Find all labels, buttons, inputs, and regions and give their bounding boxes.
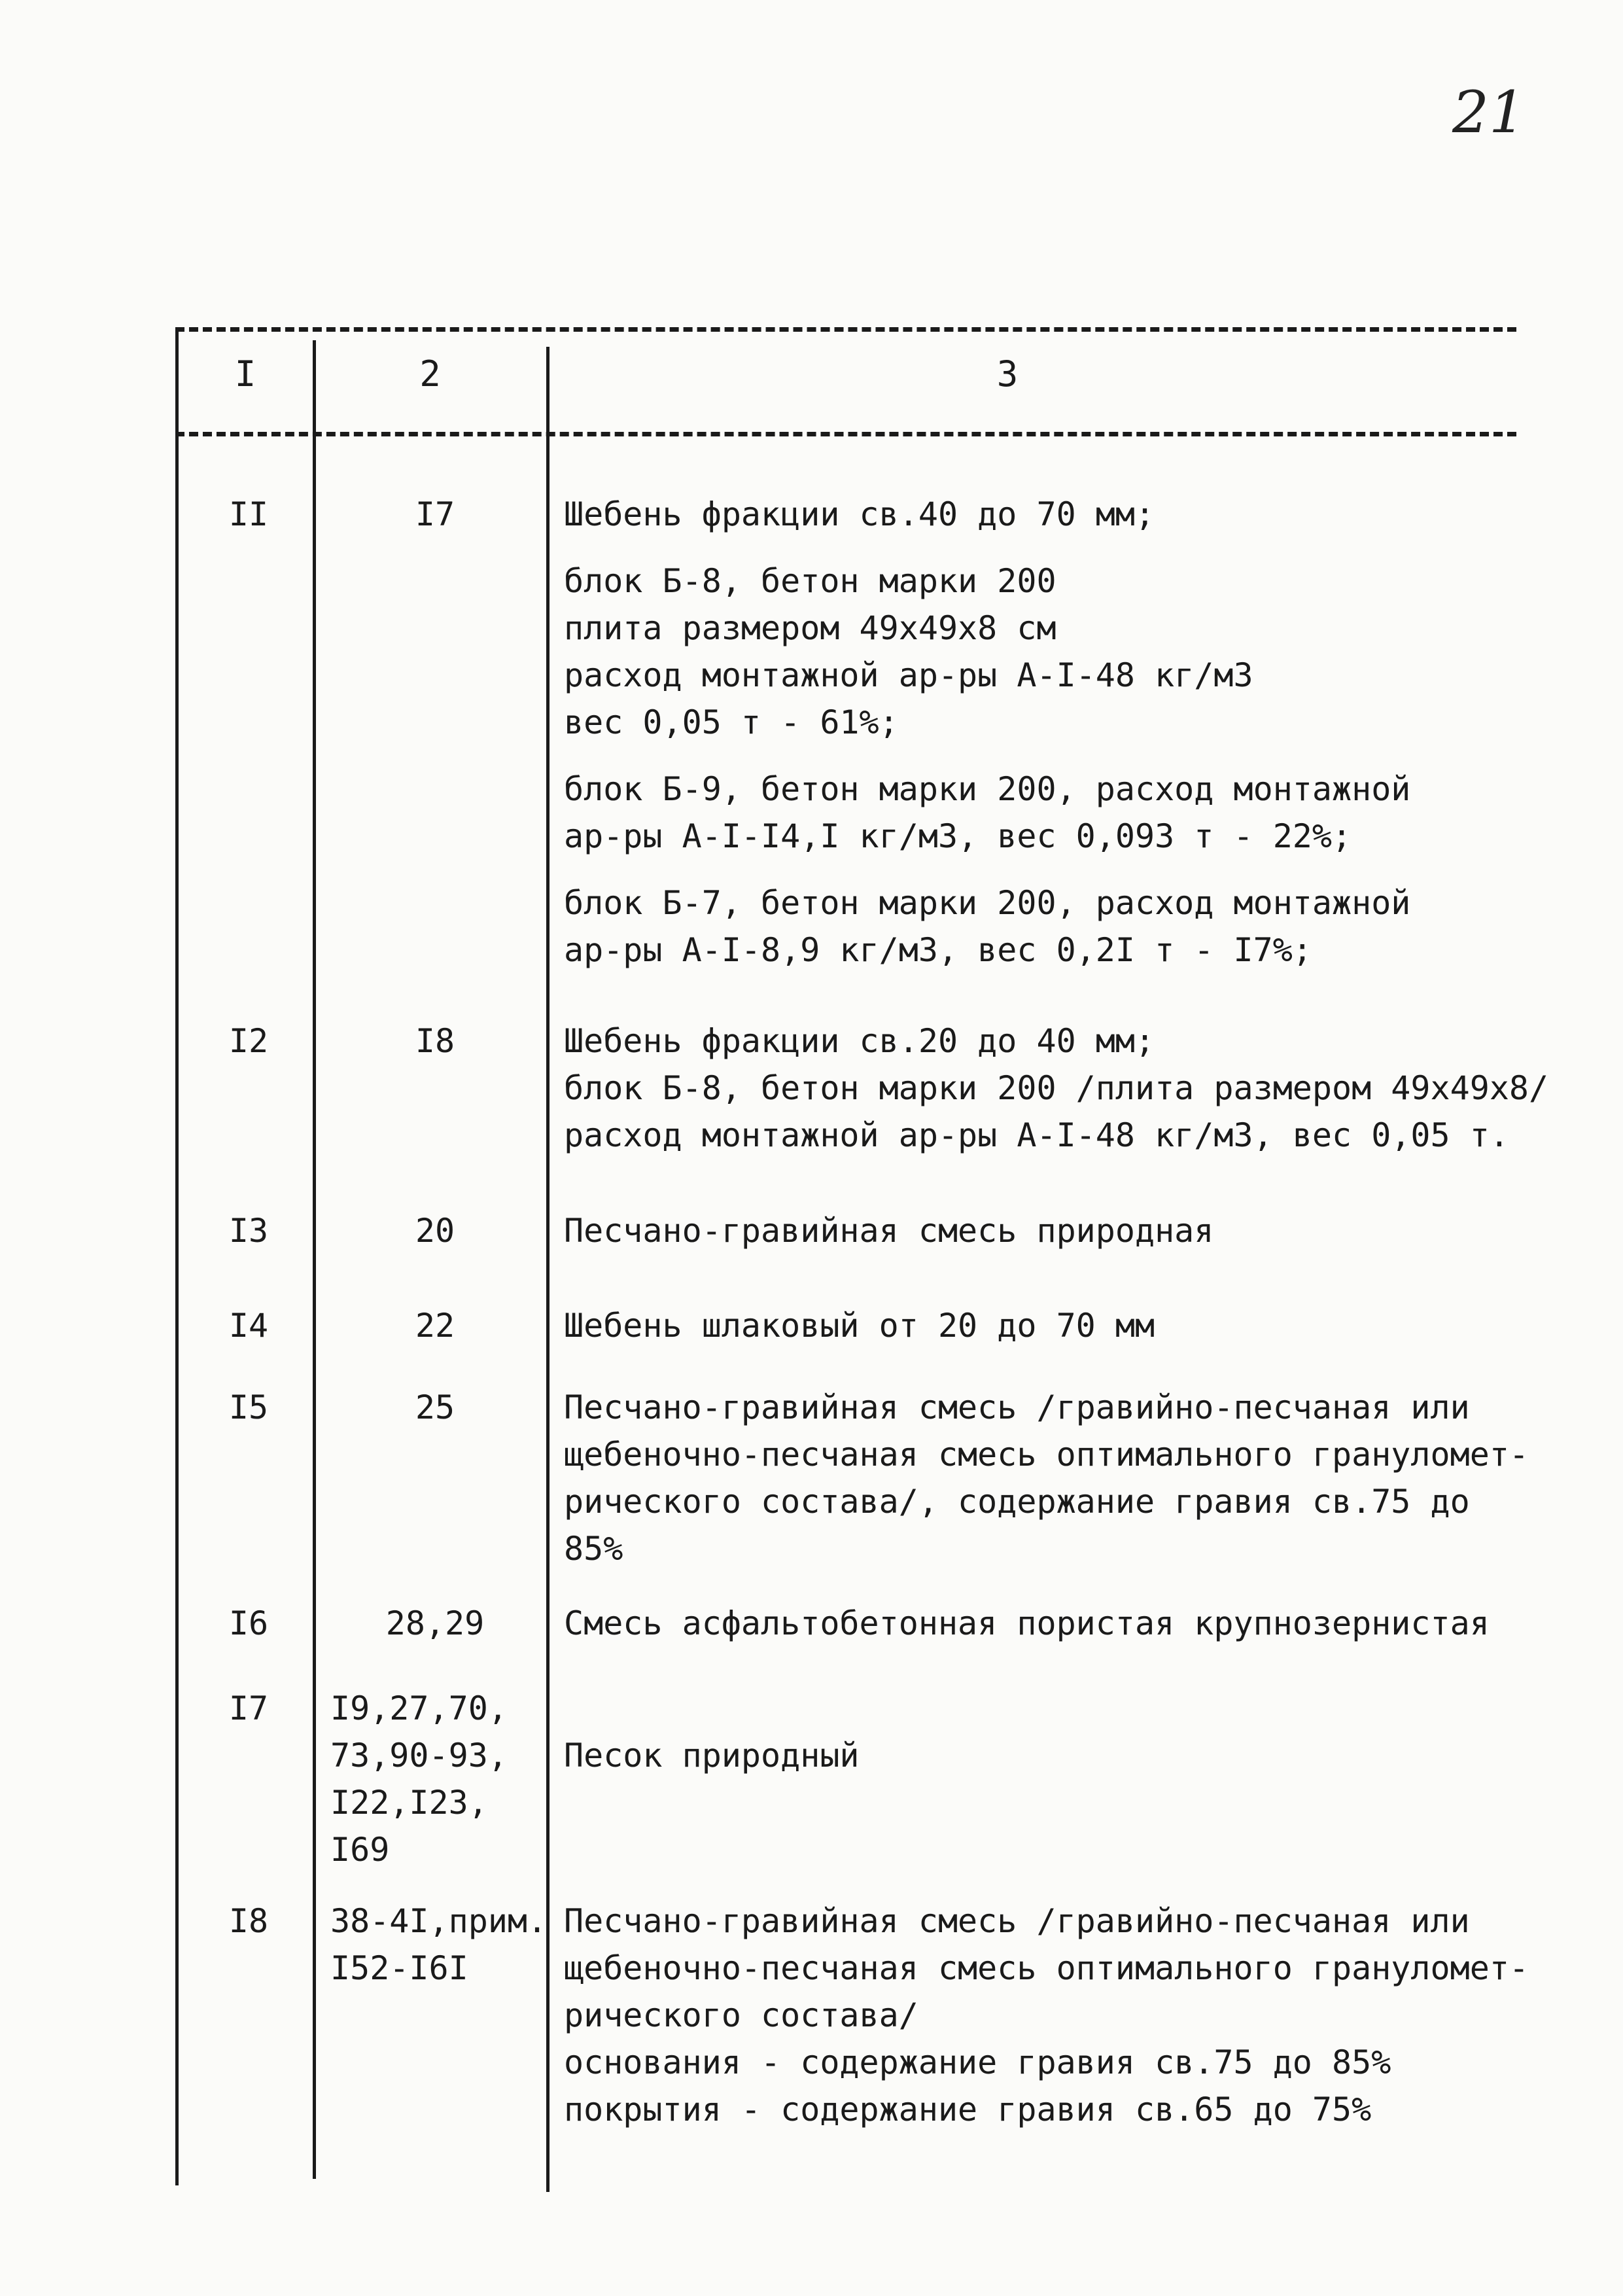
row-description — [564, 491, 1410, 974]
desc-line: расход монтажной ар-ры А-I-48 кг/м3, вес 0,05 т. — [564, 1116, 1509, 1154]
desc-line: основания - содержание гравия св.75 до 85% — [564, 2043, 1391, 2081]
header-col3: 3 — [996, 353, 1019, 395]
row-description — [564, 1207, 1213, 1254]
desc-line: Песчано-гравийная смесь природная — [564, 1212, 1214, 1250]
desc-line: блок Б-8, бетон марки 200 /плита размером 49х49х8/ — [564, 1069, 1549, 1107]
row-description — [564, 1898, 1529, 2133]
row-description — [564, 1017, 1548, 1159]
desc-line: ар-ры А-I-I4,I кг/м3, вес 0,093 т - 22%; — [564, 817, 1352, 855]
row-num: I7 — [228, 1689, 269, 1727]
row-ref — [321, 491, 550, 538]
ref-line: I8 — [415, 1022, 455, 1060]
row-num: II — [228, 495, 269, 533]
row-ref — [321, 1302, 550, 1349]
desc-line: плита размером 49х49х8 см — [564, 609, 1056, 647]
desc-line: расход монтажной ар-ры А-I-48 кг/м3 — [564, 656, 1253, 694]
desc-line: блок Б-8, бетон марки 200 — [564, 562, 1056, 600]
row-num: I4 — [228, 1307, 269, 1345]
ref-line: 38-4I,прим. — [330, 1902, 548, 1940]
desc-line: Песчано-гравийная смесь /гравийно-песчаная или — [564, 1902, 1470, 1940]
ref-line: 20 — [415, 1212, 455, 1250]
ref-line: 22 — [415, 1307, 455, 1345]
desc-line: щебеночно-песчаная смесь оптимального грануломет- — [564, 1436, 1529, 1474]
row-num: I6 — [228, 1604, 269, 1642]
row-description — [564, 1384, 1529, 1572]
table-top-border — [175, 327, 1516, 332]
desc-line: 85% — [564, 1530, 623, 1568]
row-num: I5 — [228, 1388, 269, 1426]
ref-line: I52-I6I — [330, 1949, 468, 1987]
desc-line: Шебень фракции св.40 до 70 мм; — [564, 495, 1155, 533]
ref-line: I9,27,70, — [330, 1689, 508, 1727]
ref-line: I69 — [330, 1831, 390, 1869]
row-ref — [330, 1685, 559, 1873]
header-col2: 2 — [419, 353, 441, 395]
row-num: I8 — [228, 1902, 269, 1940]
desc-line: Песчано-гравийная смесь /гравийно-песчаная или — [564, 1388, 1470, 1426]
ref-line: I7 — [415, 495, 455, 533]
desc-line: вес 0,05 т - 61%; — [564, 703, 899, 741]
ref-line: 73,90-93, — [330, 1737, 508, 1775]
row-ref — [330, 1898, 559, 1992]
desc-line: щебеночно-песчаная смесь оптимального грануломет- — [564, 1949, 1529, 1987]
header-col1: I — [234, 353, 256, 395]
row-description — [564, 1302, 1155, 1349]
desc-line: Шебень фракции св.20 до 40 мм; — [564, 1022, 1155, 1060]
row-ref — [321, 1017, 550, 1065]
page-number: 21 — [1452, 79, 1526, 146]
row-ref — [321, 1384, 550, 1431]
desc-line: Смесь асфальтобетонная пористая крупнозернистая — [564, 1604, 1490, 1642]
ref-line: 28,29 — [385, 1604, 485, 1642]
row-description — [564, 1600, 1490, 1647]
row-num: I3 — [228, 1212, 269, 1250]
desc-line: рического состава/, содержание гравия св.75 до — [564, 1483, 1470, 1521]
ref-line: 25 — [415, 1388, 455, 1426]
desc-line: блок Б-9, бетон марки 200, расход монтажной — [564, 770, 1411, 808]
desc-line: покрытия - содержание гравия св.65 до 75% — [564, 2091, 1372, 2128]
row-ref — [321, 1600, 550, 1647]
desc-line: блок Б-7, бетон марки 200, расход монтажной — [564, 884, 1411, 922]
table-header-divider — [175, 432, 1516, 436]
desc-line: ар-ры А-I-8,9 кг/м3, вес 0,2I т - I7%; — [564, 931, 1312, 969]
ref-line: I22,I23, — [330, 1784, 488, 1822]
row-num: I2 — [228, 1022, 269, 1060]
desc-line: Песок природный — [564, 1737, 860, 1775]
row-ref — [321, 1207, 550, 1254]
row-description — [564, 1685, 860, 1779]
desc-line: рического состава/ — [564, 1996, 918, 2034]
desc-line: Шебень шлаковый от 20 до 70 мм — [564, 1307, 1155, 1345]
